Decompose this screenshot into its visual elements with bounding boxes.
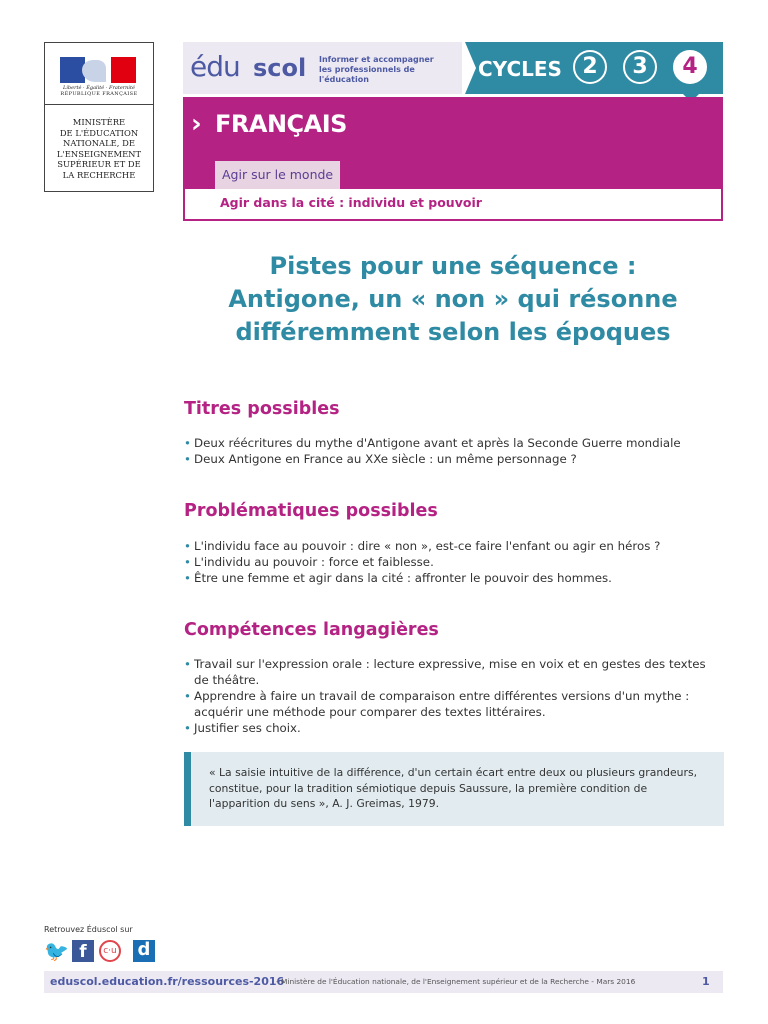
footer-url-link[interactable]: eduscol.education.fr/ressources-2016: [50, 975, 285, 988]
twitter-icon[interactable]: 🐦: [44, 939, 69, 963]
topic-tab: Agir sur le monde: [215, 161, 340, 189]
bullet-icon: •: [184, 571, 191, 585]
list-item-text: Deux Antigone en France au XXe siècle : un même personnage ?: [194, 452, 577, 466]
subject-banner: [183, 97, 723, 221]
quote-text: « La saisie intuitive de la différence, d'un certain écart entre deux ou plusieurs grandeurs, constitue, pour la tradition sémiotique depuis Saussure, la première condition de l'apparition du sens », A. J. Greimas, 1979.: [209, 766, 698, 810]
list-item-text: Deux réécritures du mythe d'Antigone avant et après la Seconde Guerre mondiale: [194, 436, 681, 450]
subtopic-label: Agir dans la cité : individu et pouvoir: [220, 195, 482, 210]
list-item: [184, 435, 724, 451]
bullet-icon: •: [184, 436, 191, 450]
list-item: [184, 656, 724, 688]
section-title-problematiques: Problématiques possibles: [184, 501, 438, 521]
list-item: [184, 451, 724, 467]
subject-title: FRANÇAIS: [215, 110, 347, 138]
dailymotion-icon[interactable]: d: [133, 940, 155, 962]
subtopic-bar: [185, 189, 721, 219]
problematiques-list: [184, 538, 724, 586]
bullet-icon: •: [184, 539, 191, 553]
section-title-titres: Titres possibles: [184, 399, 340, 419]
page-number: 1: [702, 975, 710, 988]
cycles-label: CYCLES: [478, 57, 562, 81]
page-title-line: Antigone, un « non » qui résonne: [228, 285, 678, 313]
bullet-icon: •: [184, 657, 191, 671]
chevron-right-icon: ›: [191, 109, 202, 139]
quote-box: [184, 752, 724, 826]
list-item-text: L'individu au pouvoir : force et faiblesse.: [194, 555, 434, 569]
cycles-arrow-icon: [465, 42, 476, 94]
section-title-competences: Compétences langagières: [184, 620, 439, 640]
eduscol-tagline: Informer et accompagner les professionnels de l'éducation: [319, 55, 434, 84]
bullet-icon: •: [184, 555, 191, 569]
cycle-4-badge: 4: [673, 50, 707, 84]
social-caption: Retrouvez Éduscol sur: [44, 925, 133, 934]
bullet-icon: •: [184, 721, 191, 735]
eduscol-logo-scol: scol: [253, 54, 307, 82]
ministry-logo: [44, 42, 154, 192]
list-item-text: Justifier ses choix.: [194, 721, 301, 735]
canal-u-icon[interactable]: c·u: [99, 940, 121, 962]
ministry-divider: [45, 104, 153, 105]
eduscol-logo[interactable]: [183, 42, 462, 94]
page-title: [183, 250, 723, 349]
bullet-icon: •: [184, 452, 191, 466]
list-item: [184, 570, 724, 586]
footer-bar: [44, 971, 723, 993]
page-title-line: Pistes pour une séquence :: [269, 252, 637, 280]
list-item: [184, 720, 724, 736]
eduscol-logo-edu: édu: [190, 50, 240, 83]
titres-list: [184, 435, 724, 467]
list-item: [184, 538, 724, 554]
footer-credit: - Ministère de l'Éducation nationale, de l'Enseignement supérieur et de la Recherche - Mars 2016: [276, 977, 636, 986]
republique-label: RÉPUBLIQUE FRANÇAISE: [60, 91, 138, 97]
ministry-name: MINISTÈRE DE L'ÉDUCATION NATIONALE, DE L'ENSEIGNEMENT SUPÉRIEUR ET DE LA RECHERCHE: [56, 117, 142, 180]
ministry-motto: Liberté · Égalité · Fraternité: [63, 85, 135, 91]
cycle-2-badge: 2: [573, 50, 607, 84]
competences-list: [184, 656, 724, 736]
list-item-text: Apprendre à faire un travail de comparaison entre différentes versions d'un mythe : acquérir une méthode pour comparer des textes littéraires.: [194, 689, 690, 719]
marianne-flag-icon: [60, 57, 136, 83]
list-item: [184, 554, 724, 570]
bullet-icon: •: [184, 689, 191, 703]
page-title-line: différemment selon les époques: [235, 318, 671, 346]
quote-accent-bar: [184, 752, 191, 826]
list-item-text: L'individu face au pouvoir : dire « non », est-ce faire l'enfant ou agir en héros ?: [194, 539, 661, 553]
facebook-icon[interactable]: f: [72, 940, 94, 962]
list-item-text: Travail sur l'expression orale : lecture expressive, mise en voix et en gestes des textes de théâtre.: [194, 657, 706, 687]
list-item: [184, 688, 724, 720]
list-item-text: Être une femme et agir dans la cité : affronter le pouvoir des hommes.: [194, 571, 612, 585]
cycle-3-badge: 3: [623, 50, 657, 84]
